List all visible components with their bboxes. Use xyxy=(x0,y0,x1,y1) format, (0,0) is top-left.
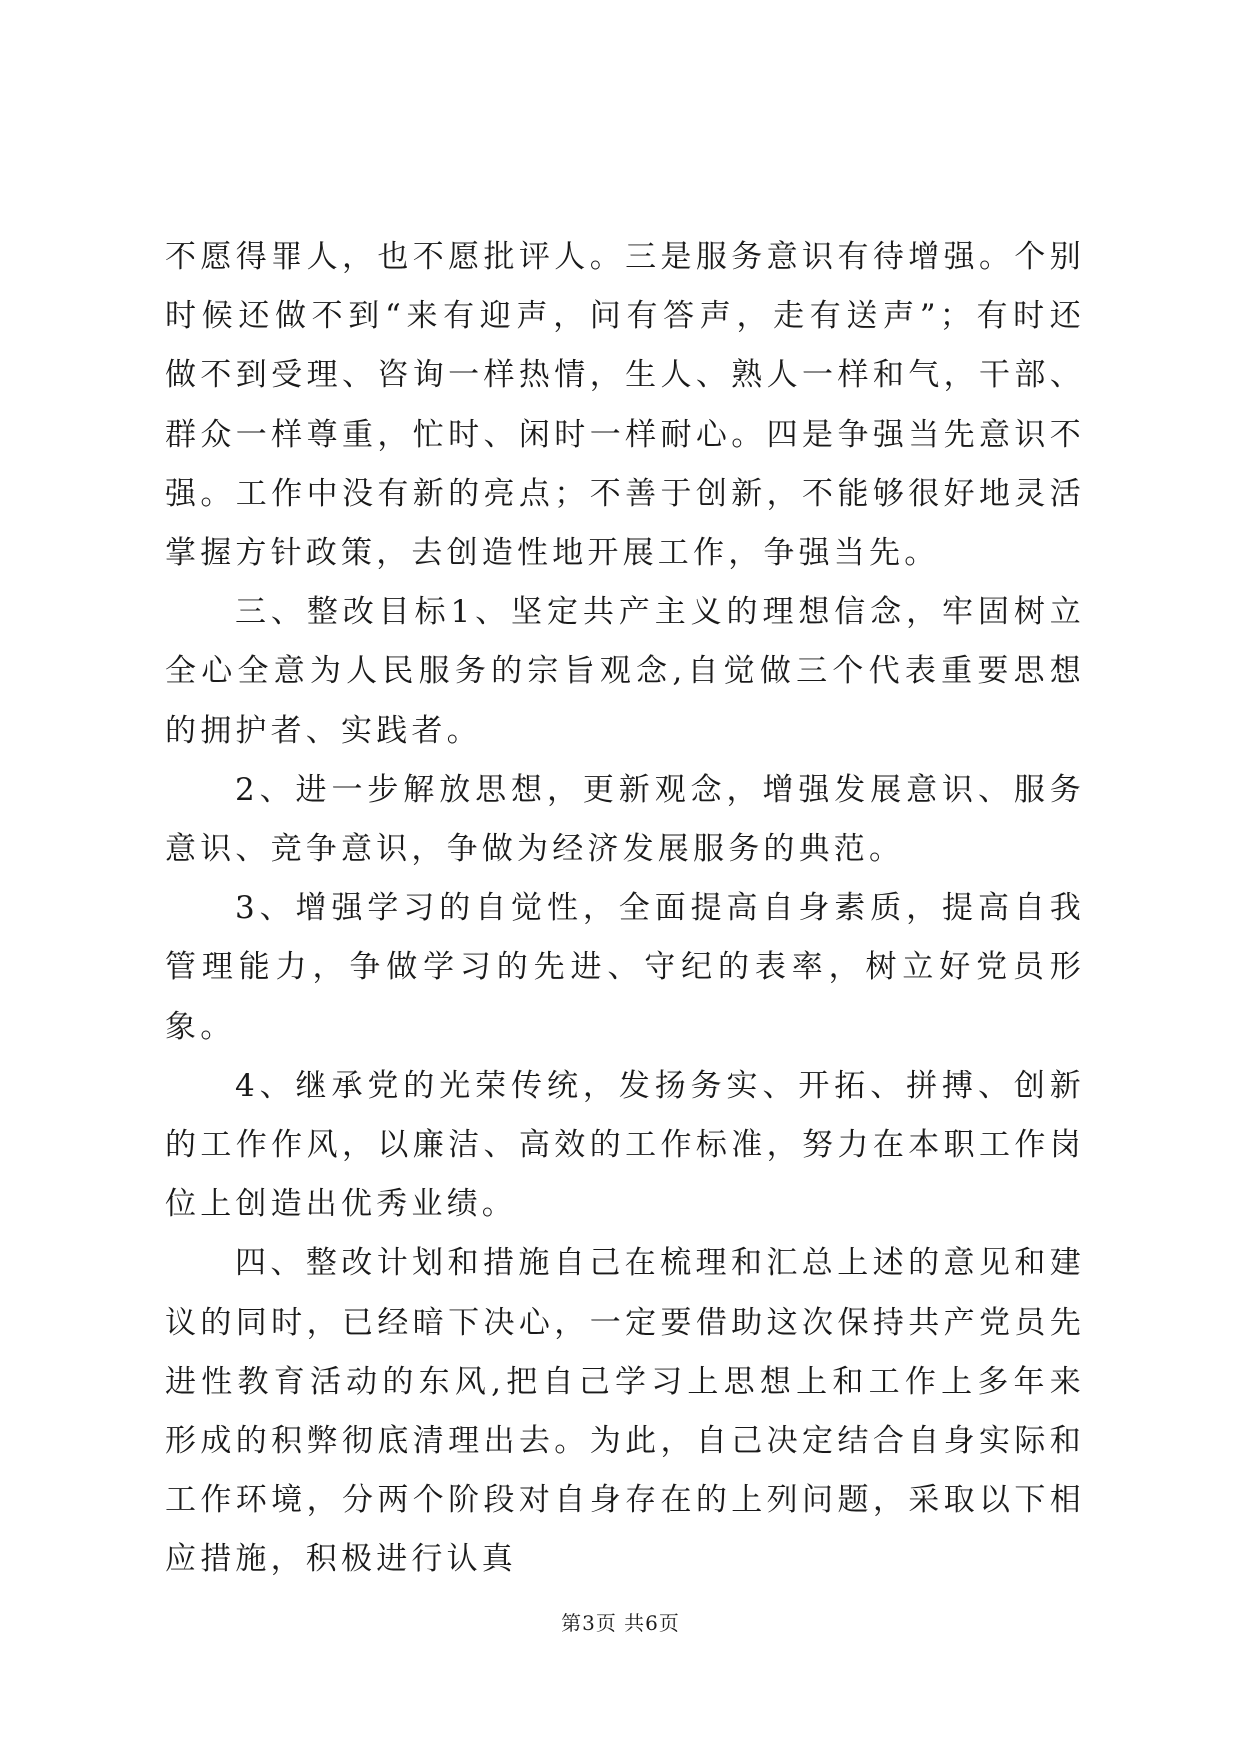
page-number-footer: 第3页 共6页 xyxy=(561,1611,680,1635)
document-body xyxy=(165,228,1085,1590)
paragraph-1: 不愿得罪人，也不愿批评人。三是服务意识有待增强。个别时候还做不到“来有迎声，问有答声，走有送声”；有时还做不到受理、咨询一样热情，生人、熟人一样和气，干部、群众一样尊重，忙时、闲时一样耐心。四是争强当先意识不强。工作中没有新的亮点；不善于创新，不能够很好地灵活掌握方针政策，去创造性地开展工作，争强当先。 xyxy=(165,239,1085,572)
paragraph-3: 2、进一步解放思想，更新观念，增强发展意识、服务意识、竞争意识，争做为经济发展服务的典范。 xyxy=(165,771,1085,868)
paragraph-5: 4、继承党的光荣传统，发扬务实、开拓、拼搏、创新的工作作风，以廉洁、高效的工作标准，努力在本职工作岗位上创造出优秀业绩。 xyxy=(165,1067,1085,1223)
paragraph-2: 三、整改目标1、坚定共产主义的理想信念，牢固树立全心全意为人民服务的宗旨观念,自觉做三个代表重要思想的拥护者、实践者。 xyxy=(165,594,1085,749)
paragraph-6: 四、整改计划和措施自己在梳理和汇总上述的意见和建议的同时，已经暗下决心，一定要借助这次保持共产党员先进性教育活动的东风,把自己学习上思想上和工作上多年来形成的积弊彻底清理出去。为此，自己决定结合自身实际和工作环境，分两个阶段对自身存在的上列问题，采取以下相应措施，积极进行认真 xyxy=(165,1245,1085,1578)
paragraph-4: 3、增强学习的自觉性，全面提高自身素质，提高自我管理能力，争做学习的先进、守纪的表率，树立好党员形象。 xyxy=(165,890,1085,1045)
